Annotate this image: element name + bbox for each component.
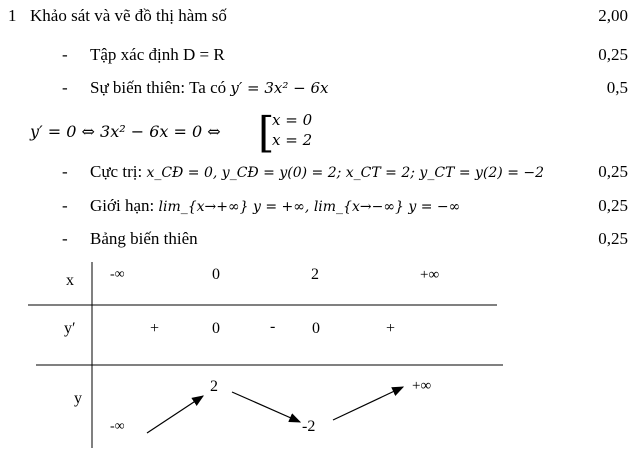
yprime-sign: + [386,320,396,337]
bullet-dash: - [62,196,68,215]
decrease-arrow [232,392,300,422]
domain-text: Tập xác định D = R [90,45,225,64]
section-title: Khảo sát và vẽ đồ thị hàm số [30,6,227,25]
y-value: -2 [302,418,316,435]
extrema-label: Cực trị: [90,162,147,181]
table-label-yprime: y′ [64,320,76,337]
domain-score: 0,25 [598,45,628,64]
bullet-dash: - [62,78,68,97]
yprime-value: 0 [312,320,320,337]
case-two: x = 2 [272,131,313,149]
yprime-sign: + [150,320,160,337]
y-value: 2 [210,378,218,395]
yprime-value: 0 [212,320,220,337]
y-value: +∞ [412,378,432,394]
x-value: 2 [311,266,319,283]
table-label-y: y [74,390,82,407]
limit-label: Giới hạn: [90,196,159,215]
extrema-score: 0,25 [598,162,628,181]
table-score: 0,25 [598,229,628,248]
bullet-dash: - [62,162,68,181]
variation-label: Sự biến thiên: Ta có [90,78,231,97]
cases-brace: [ [258,108,275,157]
bullet-dash: - [62,229,68,248]
section-number: 1 [8,6,17,25]
derivative-equation: y′ = 0 ⇔ 3x² − 6x = 0 ⇔ [30,122,221,141]
table-label-x: x [66,272,74,289]
y-value: -∞ [110,419,125,434]
x-value: 0 [212,266,220,283]
bullet-dash: - [62,45,68,64]
variation-score: 0,5 [606,78,628,97]
x-value: -∞ [110,267,125,282]
case-one: x = 0 [272,111,313,129]
section-score: 2,00 [598,6,628,25]
x-value: +∞ [420,267,440,283]
limit-formula: lim_{x→+∞} y = +∞, lim_{x→−∞} y = −∞ [158,199,461,215]
yprime-sign: - [270,318,276,335]
derivative-formula: y′ = 3x² − 6x [230,79,329,97]
extrema-formula: x_CĐ = 0, y_CĐ = y(0) = 2; x_CT = 2; y_CT = y(2) = −2 [146,165,545,181]
increase-arrow [147,396,203,433]
table-title: Bảng biến thiên [90,229,198,248]
increase-arrow [333,387,403,420]
limit-score: 0,25 [598,196,628,215]
